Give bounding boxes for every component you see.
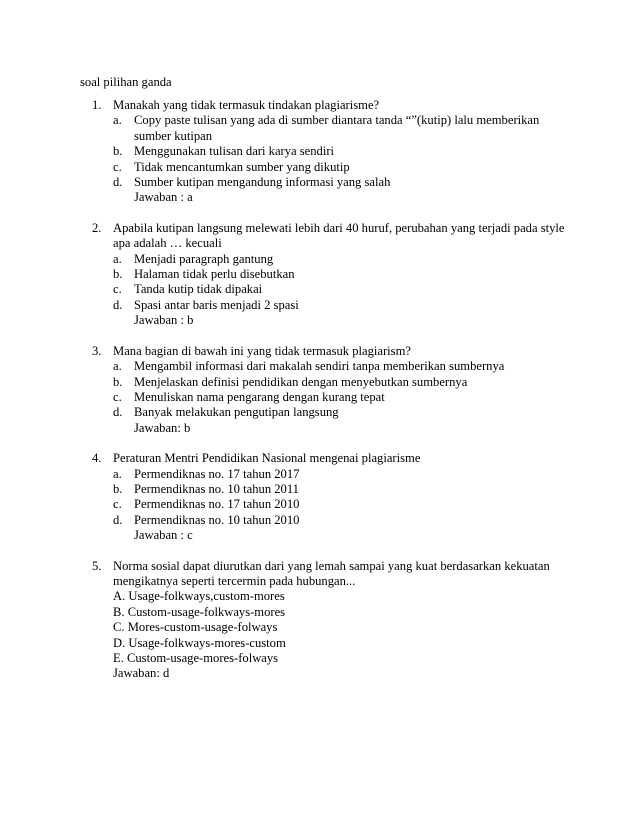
option-letter: c. <box>113 497 122 512</box>
question-number: 3. <box>92 343 102 358</box>
option-a <box>0 113 638 144</box>
question-2 <box>0 221 638 329</box>
option-letter: c. <box>113 159 122 174</box>
option-letter: a. <box>113 113 122 128</box>
question-number: 4. <box>92 451 102 466</box>
question-list <box>0 98 638 697</box>
option-list <box>0 467 638 529</box>
answer-text: Jawaban : b <box>134 313 194 328</box>
option-c <box>0 497 638 512</box>
option-list <box>0 589 638 666</box>
option-b: B. Custom-usage-folkways-mores <box>113 604 286 619</box>
option-d <box>0 405 638 420</box>
option-text: Menjelaskan definisi pendidikan dengan menyebutkan sumbernya <box>134 374 468 389</box>
option-letter: b. <box>113 481 123 496</box>
option-letter: a. <box>113 466 122 481</box>
question-text: Mana bagian di bawah ini yang tidak termasuk plagiarism? <box>113 343 411 358</box>
option-text: Menggunakan tulisan dari karya sendiri <box>134 144 335 159</box>
answer-text: Jawaban: d <box>113 666 170 681</box>
option-text: Sumber kutipan mengandung informasi yang salah <box>134 175 391 190</box>
question-text: Norma sosial dapat diurutkan dari yang lemah sampai yang kuat berdasarkan kekuatan mengikatnya seperti tercermin pada hubungan... <box>113 558 550 588</box>
option-b <box>0 375 638 390</box>
question-4 <box>0 451 638 543</box>
option-letter: b. <box>113 374 123 389</box>
option-c <box>0 390 638 405</box>
question-text: Manakah yang tidak termasuk tindakan plagiarisme? <box>113 98 380 112</box>
option-c <box>0 282 638 297</box>
option-text: Tanda kutip tidak dipakai <box>134 282 263 297</box>
option-letter: b. <box>113 267 123 282</box>
option-letter: c. <box>113 389 122 404</box>
option-b <box>0 144 638 159</box>
option-text: Copy paste tulisan yang ada di sumber diantara tanda “”(kutip) lalu memberikan sumber kutipan <box>134 113 540 143</box>
option-letter: a. <box>113 251 122 266</box>
option-c: C. Mores-custom-usage-folways <box>113 620 278 635</box>
option-list <box>0 113 638 190</box>
option-text: Menuliskan nama pengarang dengan kurang tepat <box>134 389 385 404</box>
option-c <box>0 160 638 175</box>
question-number: 1. <box>92 98 102 112</box>
option-b <box>0 267 638 282</box>
document-title: soal pilihan ganda <box>80 75 172 89</box>
option-text: Halaman tidak perlu disebutkan <box>134 267 295 282</box>
option-text: Banyak melakukan pengutipan langsung <box>134 405 339 420</box>
answer-text: Jawaban : a <box>134 190 193 205</box>
option-e: E. Custom-usage-mores-folways <box>113 651 279 665</box>
question-3 <box>0 344 638 436</box>
question-5 <box>0 559 638 682</box>
option-text: Permendiknas no. 10 tahun 2011 <box>134 481 299 496</box>
option-letter: d. <box>113 405 123 420</box>
question-1 <box>0 98 638 206</box>
option-text: Permendiknas no. 17 tahun 2010 <box>134 497 300 512</box>
option-text: Spasi antar baris menjadi 2 spasi <box>134 297 299 312</box>
option-a <box>0 467 638 482</box>
option-letter: b. <box>113 144 123 159</box>
option-b <box>0 482 638 497</box>
option-d <box>0 513 638 528</box>
option-letter: d. <box>113 175 123 190</box>
option-letter: d. <box>113 512 123 527</box>
question-text: Peraturan Mentri Pendidikan Nasional mengenai plagiarisme <box>113 451 421 466</box>
question-number: 5. <box>92 558 102 573</box>
option-letter: c. <box>113 282 122 297</box>
option-a: A. Usage-folkways,custom-mores <box>113 589 285 604</box>
option-letter: a. <box>113 359 122 374</box>
question-number: 2. <box>92 220 102 235</box>
option-text: Permendiknas no. 10 tahun 2010 <box>134 512 300 527</box>
option-list <box>0 359 638 421</box>
option-letter: d. <box>113 297 123 312</box>
option-text: Tidak mencantumkan sumber yang dikutip <box>134 159 350 174</box>
option-text: Permendiknas no. 17 tahun 2017 <box>134 466 300 481</box>
option-d <box>0 298 638 313</box>
question-text: Apabila kutipan langsung melewati lebih dari 40 huruf, perubahan yang terjadi pada style apa adalah … kecuali <box>113 220 565 251</box>
option-list <box>0 252 638 314</box>
option-d: D. Usage-folkways-mores-custom <box>113 635 286 650</box>
option-text: Menjadi paragraph gantung <box>134 251 274 266</box>
option-text: Mengambil informasi dari makalah sendiri tanpa memberikan sumbernya <box>134 359 505 374</box>
answer-text: Jawaban : c <box>134 528 193 543</box>
option-a <box>0 252 638 267</box>
answer-text: Jawaban: b <box>134 420 191 435</box>
option-a <box>0 359 638 374</box>
option-d <box>0 175 638 190</box>
